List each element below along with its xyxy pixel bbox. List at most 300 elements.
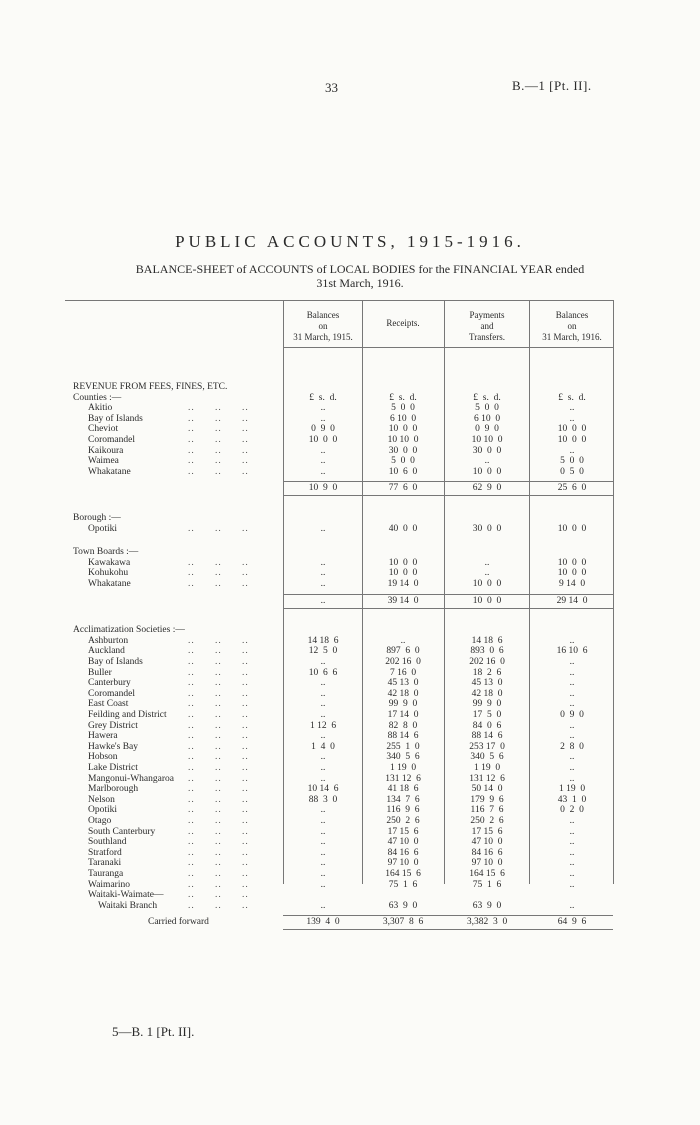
column-header-c1 (286, 310, 360, 343)
table-row (0, 668, 700, 678)
row-label: Whakatane (88, 466, 131, 477)
cell-c1: .. (320, 752, 326, 763)
leader-dots: .. .. .. (188, 657, 249, 667)
row-label: Stratford (88, 847, 122, 858)
cell-c1: .. (320, 900, 326, 911)
cell-c1: .. (320, 869, 326, 879)
table-row (0, 848, 700, 858)
cell-c3: 47 10 0 (471, 837, 503, 848)
cell-c1: .. (320, 568, 326, 579)
row-label: East Coast (88, 699, 129, 710)
column-header-line: Balances (306, 310, 340, 320)
row-label: Waimarino (88, 879, 130, 890)
cell-c3: .. (484, 456, 490, 467)
leader-dots: .. .. .. (188, 635, 249, 646)
table-row (0, 414, 700, 424)
table-row (0, 456, 700, 466)
cell-c1: .. (320, 731, 326, 742)
cell-c1: .. (320, 879, 326, 890)
table-row (0, 827, 700, 837)
row-label: Marlborough (88, 784, 139, 795)
cell-c3: 10 10 0 (471, 435, 503, 445)
leader-dots: .. .. .. (188, 858, 249, 869)
cell-c3: 50 14 0 (471, 784, 503, 795)
leader-dots: .. .. .. (188, 741, 249, 752)
table-row (0, 558, 700, 568)
cell-c2: 40 0 0 (388, 523, 418, 534)
leader-dots: .. .. .. (188, 456, 249, 467)
cell-c4: .. (569, 900, 575, 911)
cell-c1: 1 4 0 (311, 741, 335, 752)
cell-c3: 17 5 0 (472, 710, 502, 720)
cell-c4: .. (569, 635, 575, 646)
row-label: Otago (88, 816, 112, 826)
leader-dots: .. .. .. (188, 837, 249, 848)
cell-c4: 64 9 6 (557, 917, 587, 928)
cell-c1: .. (320, 557, 326, 568)
column-header-line: and (480, 321, 494, 331)
leader-dots: .. .. .. (188, 466, 249, 477)
cell-c1: .. (320, 837, 326, 848)
column-header-line: Balances (555, 310, 589, 320)
cell-c4: .. (569, 752, 575, 763)
row-label: Bay of Islands (88, 413, 143, 424)
cell-c1: .. (320, 657, 326, 667)
table-row (0, 483, 700, 493)
cell-c1: 10 0 0 (308, 435, 338, 445)
subtitle-line-2: 31st March, 1916. (316, 276, 404, 290)
subtotal-rule-bottom (283, 608, 613, 609)
cell-c2: 5 0 0 (391, 456, 415, 467)
document-title: PUBLIC ACCOUNTS, 1915-1916. (175, 232, 525, 251)
cell-c2: 340 5 6 (386, 752, 420, 763)
table-row (0, 710, 700, 720)
subtotal-rule (283, 481, 613, 482)
table-row (0, 774, 700, 784)
cell-c2: 77 6 0 (388, 483, 418, 494)
cell-c2: 255 1 0 (386, 741, 420, 752)
cell-c2: 131 12 6 (385, 773, 421, 784)
cell-c1: .. (320, 826, 326, 837)
row-label: Hobson (88, 752, 118, 763)
table-row (0, 393, 700, 403)
cell-c3: 340 5 6 (470, 752, 504, 763)
row-label: Kaikoura (88, 445, 124, 456)
table-row (0, 547, 700, 557)
table-row (0, 901, 700, 911)
table-row (0, 890, 700, 900)
cell-c2: 897 6 0 (386, 646, 420, 657)
cell-c1: .. (320, 466, 326, 477)
cell-c4: 16 10 6 (556, 646, 588, 657)
table-row (0, 858, 700, 868)
cell-c4: .. (569, 763, 575, 773)
cell-c4: £ s. d. (558, 392, 586, 403)
cell-c2: 45 13 0 (387, 678, 419, 689)
cell-c4: 0 2 0 (560, 805, 584, 816)
row-label: Canterbury (88, 678, 131, 689)
cell-c4: .. (569, 826, 575, 837)
leader-dots: .. .. .. (188, 826, 249, 837)
leader-dots: .. .. .. (188, 710, 249, 720)
cell-c2: £ s. d. (389, 392, 417, 403)
cell-c4: 5 0 0 (560, 456, 584, 467)
cell-c2: 82 8 0 (388, 720, 418, 731)
cell-c2: 6 10 0 (389, 413, 417, 424)
column-header-line: 31 March, 1915. (293, 332, 353, 342)
table-row (0, 657, 700, 667)
column-header-line: on (567, 321, 577, 331)
cell-c4: 10 0 0 (557, 424, 587, 435)
cell-c4: .. (569, 413, 575, 424)
row-label: Grey District (88, 720, 138, 731)
table-top-rule (65, 300, 613, 301)
leader-dots: .. .. .. (188, 523, 249, 534)
column-header-line: on (318, 321, 328, 331)
table-row (0, 435, 700, 445)
cell-c1: .. (320, 847, 326, 858)
row-label: Waimea (88, 456, 119, 467)
cell-c1: .. (320, 710, 326, 720)
cell-c1: .. (320, 816, 326, 826)
cell-c2: 19 14 0 (387, 579, 419, 589)
cell-c4: .. (569, 403, 575, 414)
cell-c4: 9 14 0 (558, 579, 586, 589)
cell-c1: .. (320, 688, 326, 699)
cell-c1: .. (320, 523, 326, 534)
cell-c3: 99 9 0 (472, 699, 502, 710)
cell-c4: 10 0 0 (557, 568, 587, 579)
column-header-line: Receipts. (386, 318, 420, 328)
cell-c2: 17 15 6 (387, 826, 419, 837)
row-label: Taranaki (88, 858, 122, 869)
cell-c3: 45 13 0 (471, 678, 503, 689)
leader-dots: .. .. .. (188, 763, 249, 773)
leader-dots: .. .. .. (188, 900, 249, 911)
cell-c3: 30 0 0 (472, 523, 502, 534)
table-row (0, 742, 700, 752)
row-label: Waitaki-Waimate— (88, 890, 164, 901)
table-row (0, 579, 700, 589)
row-label: Bay of Islands (88, 657, 143, 667)
cell-c4: .. (569, 773, 575, 784)
page-number: 33 (325, 80, 338, 95)
cell-c4: .. (569, 731, 575, 742)
cell-c2: 134 7 6 (386, 794, 420, 805)
cell-c1: .. (320, 858, 326, 869)
cell-c3: 131 12 6 (469, 773, 505, 784)
header-bottom-rule (283, 347, 613, 348)
cell-c4: .. (569, 657, 575, 667)
cell-c2: 10 0 0 (388, 424, 418, 435)
table-row (0, 382, 700, 392)
leader-dots: .. .. .. (188, 445, 249, 456)
row-label: Hawera (88, 731, 118, 742)
leader-dots: .. .. .. (188, 773, 249, 784)
cell-c2: 10 6 0 (388, 466, 418, 477)
row-label: Lake District (88, 763, 138, 773)
row-label: Auckland (88, 646, 125, 657)
row-label: Counties :— (73, 392, 122, 403)
table-row (0, 699, 700, 709)
row-label: Nelson (88, 794, 115, 805)
table-row (0, 513, 700, 523)
cell-c4: 10 0 0 (557, 523, 587, 534)
cell-c2: 63 9 0 (388, 900, 418, 911)
table-row (0, 596, 700, 606)
cell-c1: .. (320, 678, 326, 689)
row-label: Coromandel (88, 435, 135, 445)
cell-c2: 10 0 0 (388, 568, 418, 579)
cell-c1: 88 3 0 (308, 794, 338, 805)
cell-c3: 202 16 0 (469, 657, 505, 667)
cell-c1: .. (320, 805, 326, 816)
row-label: Southland (88, 837, 127, 848)
leader-dots: .. .. .. (188, 424, 249, 435)
row-label: Coromandel (88, 688, 135, 699)
cell-c4: 10 0 0 (557, 435, 587, 445)
table-row (0, 816, 700, 826)
table-row (0, 752, 700, 762)
leader-dots: .. .. .. (188, 752, 249, 763)
column-header-line: 31 March, 1916. (542, 332, 602, 342)
row-label: Town Boards :— (73, 547, 139, 558)
row-label: Whakatane (88, 579, 131, 589)
leader-dots: .. .. .. (188, 731, 249, 742)
cell-c3: 253 17 0 (469, 741, 505, 752)
cell-c1: .. (320, 413, 326, 424)
table-row (0, 467, 700, 477)
cell-c3: 10 0 0 (472, 595, 502, 606)
cell-c4: .. (569, 445, 575, 456)
column-header-line: Transfers. (469, 332, 505, 342)
table-row (0, 689, 700, 699)
cell-c1: .. (320, 403, 326, 414)
leader-dots: .. .. .. (188, 720, 249, 731)
cell-c4: 0 9 0 (560, 710, 584, 720)
row-label: Cheviot (88, 424, 119, 435)
cell-c4: .. (569, 879, 575, 890)
cell-c4: .. (569, 678, 575, 689)
column-header-c3 (446, 310, 528, 343)
table-row (0, 403, 700, 413)
cell-c1: .. (320, 595, 326, 606)
cell-c4: 10 0 0 (557, 557, 587, 568)
cell-c1: 0 9 0 (311, 424, 335, 435)
leader-dots: .. .. .. (188, 579, 249, 589)
leader-dots: .. .. .. (188, 879, 249, 890)
cell-c3: 116 7 6 (470, 805, 504, 816)
cell-c2: 41 18 6 (387, 784, 419, 795)
leader-dots: .. .. .. (188, 699, 249, 710)
cell-c4: 2 8 0 (560, 741, 584, 752)
leader-dots: .. .. .. (188, 678, 249, 689)
table-row (0, 869, 700, 879)
cell-c2: 7 16 0 (389, 667, 417, 678)
cell-c2: 164 15 6 (385, 869, 421, 879)
cell-c1: .. (320, 763, 326, 773)
leader-dots: .. .. .. (188, 646, 249, 657)
cell-c1: .. (320, 456, 326, 467)
row-label: Borough :— (73, 513, 121, 523)
cell-c2: 202 16 0 (385, 657, 421, 667)
cell-c2: .. (400, 635, 406, 646)
leader-dots: .. .. .. (188, 847, 249, 858)
leader-dots: .. .. .. (188, 816, 249, 826)
cell-c2: 10 0 0 (388, 557, 418, 568)
cell-c3: 10 0 0 (472, 579, 502, 589)
cell-c3: 14 18 6 (471, 635, 503, 646)
row-label: Kawakawa (88, 557, 131, 568)
table-row (0, 646, 700, 656)
column-header-line: Payments (469, 310, 505, 320)
cell-c3: 62 9 0 (472, 483, 502, 494)
cell-c2: 75 1 6 (388, 879, 418, 890)
row-label: Waitaki Branch (98, 900, 158, 911)
cell-c3: 6 10 0 (473, 413, 501, 424)
leader-dots: .. .. .. (188, 435, 249, 445)
cell-c3: 0 9 0 (475, 424, 499, 435)
cell-c4: .. (569, 858, 575, 869)
subtotal-rule-bottom (283, 495, 613, 496)
row-label: Akitio (88, 403, 113, 414)
row-label: REVENUE FROM FEES, FINES, ETC. (73, 382, 228, 392)
cell-c3: 75 1 6 (472, 879, 502, 890)
row-label: Kohukohu (88, 568, 129, 579)
cell-c3: £ s. d. (473, 392, 501, 403)
column-header-c2 (366, 318, 440, 329)
cell-c1: 12 5 0 (308, 646, 338, 657)
cell-c4: .. (569, 847, 575, 858)
column-header-c4 (532, 310, 612, 343)
table-row (0, 636, 700, 646)
cell-c4: .. (569, 869, 575, 879)
leader-dots: .. .. .. (188, 794, 249, 805)
table-row (0, 568, 700, 578)
cell-c3: 5 0 0 (475, 403, 499, 414)
subtitle-line-1: BALANCE-SHEET of ACCOUNTS of LOCAL BODIES for the FINANCIAL YEAR ended (135, 262, 585, 276)
cell-c4: 29 14 0 (556, 595, 588, 606)
cell-c2: 39 14 0 (387, 595, 419, 606)
cell-c3: 84 0 6 (472, 720, 502, 731)
table-row (0, 446, 700, 456)
cell-c2: 116 9 6 (386, 805, 420, 816)
table-row (0, 880, 700, 890)
cell-c2: 10 10 0 (387, 435, 419, 445)
subtotal-rule (283, 594, 613, 595)
cell-c4: .. (569, 816, 575, 826)
cell-c1: £ s. d. (309, 392, 337, 403)
table-row (0, 837, 700, 847)
cell-c1: .. (320, 445, 326, 456)
leader-dots: .. .. .. (188, 688, 249, 699)
cell-c3: 179 9 6 (470, 794, 504, 805)
table-row (0, 625, 700, 635)
cell-c3: 10 0 0 (472, 466, 502, 477)
row-label: Mangonui-Whangaroa (88, 773, 174, 784)
leader-dots: .. .. .. (188, 557, 249, 568)
leader-dots: .. .. .. (188, 805, 249, 816)
carried-rule-bottom (283, 929, 613, 930)
cell-c4: 43 1 0 (557, 794, 587, 805)
cell-c1: 1 12 6 (309, 720, 337, 731)
cell-c3: 17 15 6 (471, 826, 503, 837)
leader-dots: .. .. .. (188, 403, 249, 414)
cell-c1: 10 9 0 (308, 483, 338, 494)
cell-c2: 30 0 0 (388, 445, 418, 456)
leader-dots: .. .. .. (188, 667, 249, 678)
cell-c1: .. (320, 699, 326, 710)
cell-c2: 99 9 0 (388, 699, 418, 710)
table-row (0, 524, 700, 534)
table-row (0, 763, 700, 773)
cell-c4: 0 5 0 (560, 466, 584, 477)
cell-c4: .. (569, 837, 575, 848)
cell-c3: 30 0 0 (472, 445, 502, 456)
cell-c2: 42 18 0 (387, 688, 419, 699)
cell-c1: 10 6 6 (308, 667, 338, 678)
leader-dots: .. .. .. (188, 869, 249, 879)
cell-c3: 1 19 0 (473, 763, 501, 773)
cell-c3: 42 18 0 (471, 688, 503, 699)
leader-dots: .. .. .. (188, 890, 249, 901)
cell-c2: 47 10 0 (387, 837, 419, 848)
cell-c2: 97 10 0 (387, 858, 419, 869)
row-label: Hawke's Bay (88, 741, 138, 752)
table-row (0, 917, 700, 927)
cell-c4: 25 6 0 (557, 483, 587, 494)
cell-c3: 88 14 6 (471, 731, 503, 742)
cell-c2: 17 14 0 (387, 710, 419, 720)
leader-dots: .. .. .. (188, 413, 249, 424)
cell-c3: 63 9 0 (472, 900, 502, 911)
cell-c4: .. (569, 688, 575, 699)
cell-c4: .. (569, 667, 575, 678)
cell-c2: 84 16 6 (387, 847, 419, 858)
cell-c1: .. (320, 773, 326, 784)
row-label: Acclimatization Societies :— (73, 625, 185, 636)
row-label: Feilding and District (88, 710, 167, 720)
cell-c4: 1 19 0 (558, 784, 586, 795)
table-row (0, 731, 700, 741)
leader-dots: .. .. .. (188, 568, 249, 579)
cell-c1: 14 18 6 (307, 635, 339, 646)
cell-c3: 18 2 6 (472, 667, 502, 678)
table-row (0, 424, 700, 434)
cell-c1: 139 4 0 (306, 917, 340, 928)
row-label: Opotiki (88, 805, 118, 816)
cell-c4: .. (569, 699, 575, 710)
row-label: Opotiki (88, 523, 118, 534)
cell-c1: .. (320, 579, 326, 589)
leader-dots: .. .. .. (188, 784, 249, 795)
table-row (0, 805, 700, 815)
document-reference: B.—1 [Pt. II]. (512, 78, 592, 93)
cell-c3: 97 10 0 (471, 858, 503, 869)
cell-c3: 3,382 3 0 (466, 917, 508, 928)
row-label: Ashburton (88, 635, 129, 646)
row-label: South Canterbury (88, 826, 156, 837)
cell-c3: 893 0 6 (470, 646, 504, 657)
cell-c4: .. (569, 720, 575, 731)
cell-c1: 10 14 6 (307, 784, 339, 795)
cell-c3: .. (484, 568, 490, 579)
table-row (0, 721, 700, 731)
cell-c2: 1 19 0 (389, 763, 417, 773)
row-label: Buller (88, 667, 112, 678)
carried-rule-top (283, 915, 613, 916)
cell-c2: 3,307 8 6 (382, 917, 424, 928)
